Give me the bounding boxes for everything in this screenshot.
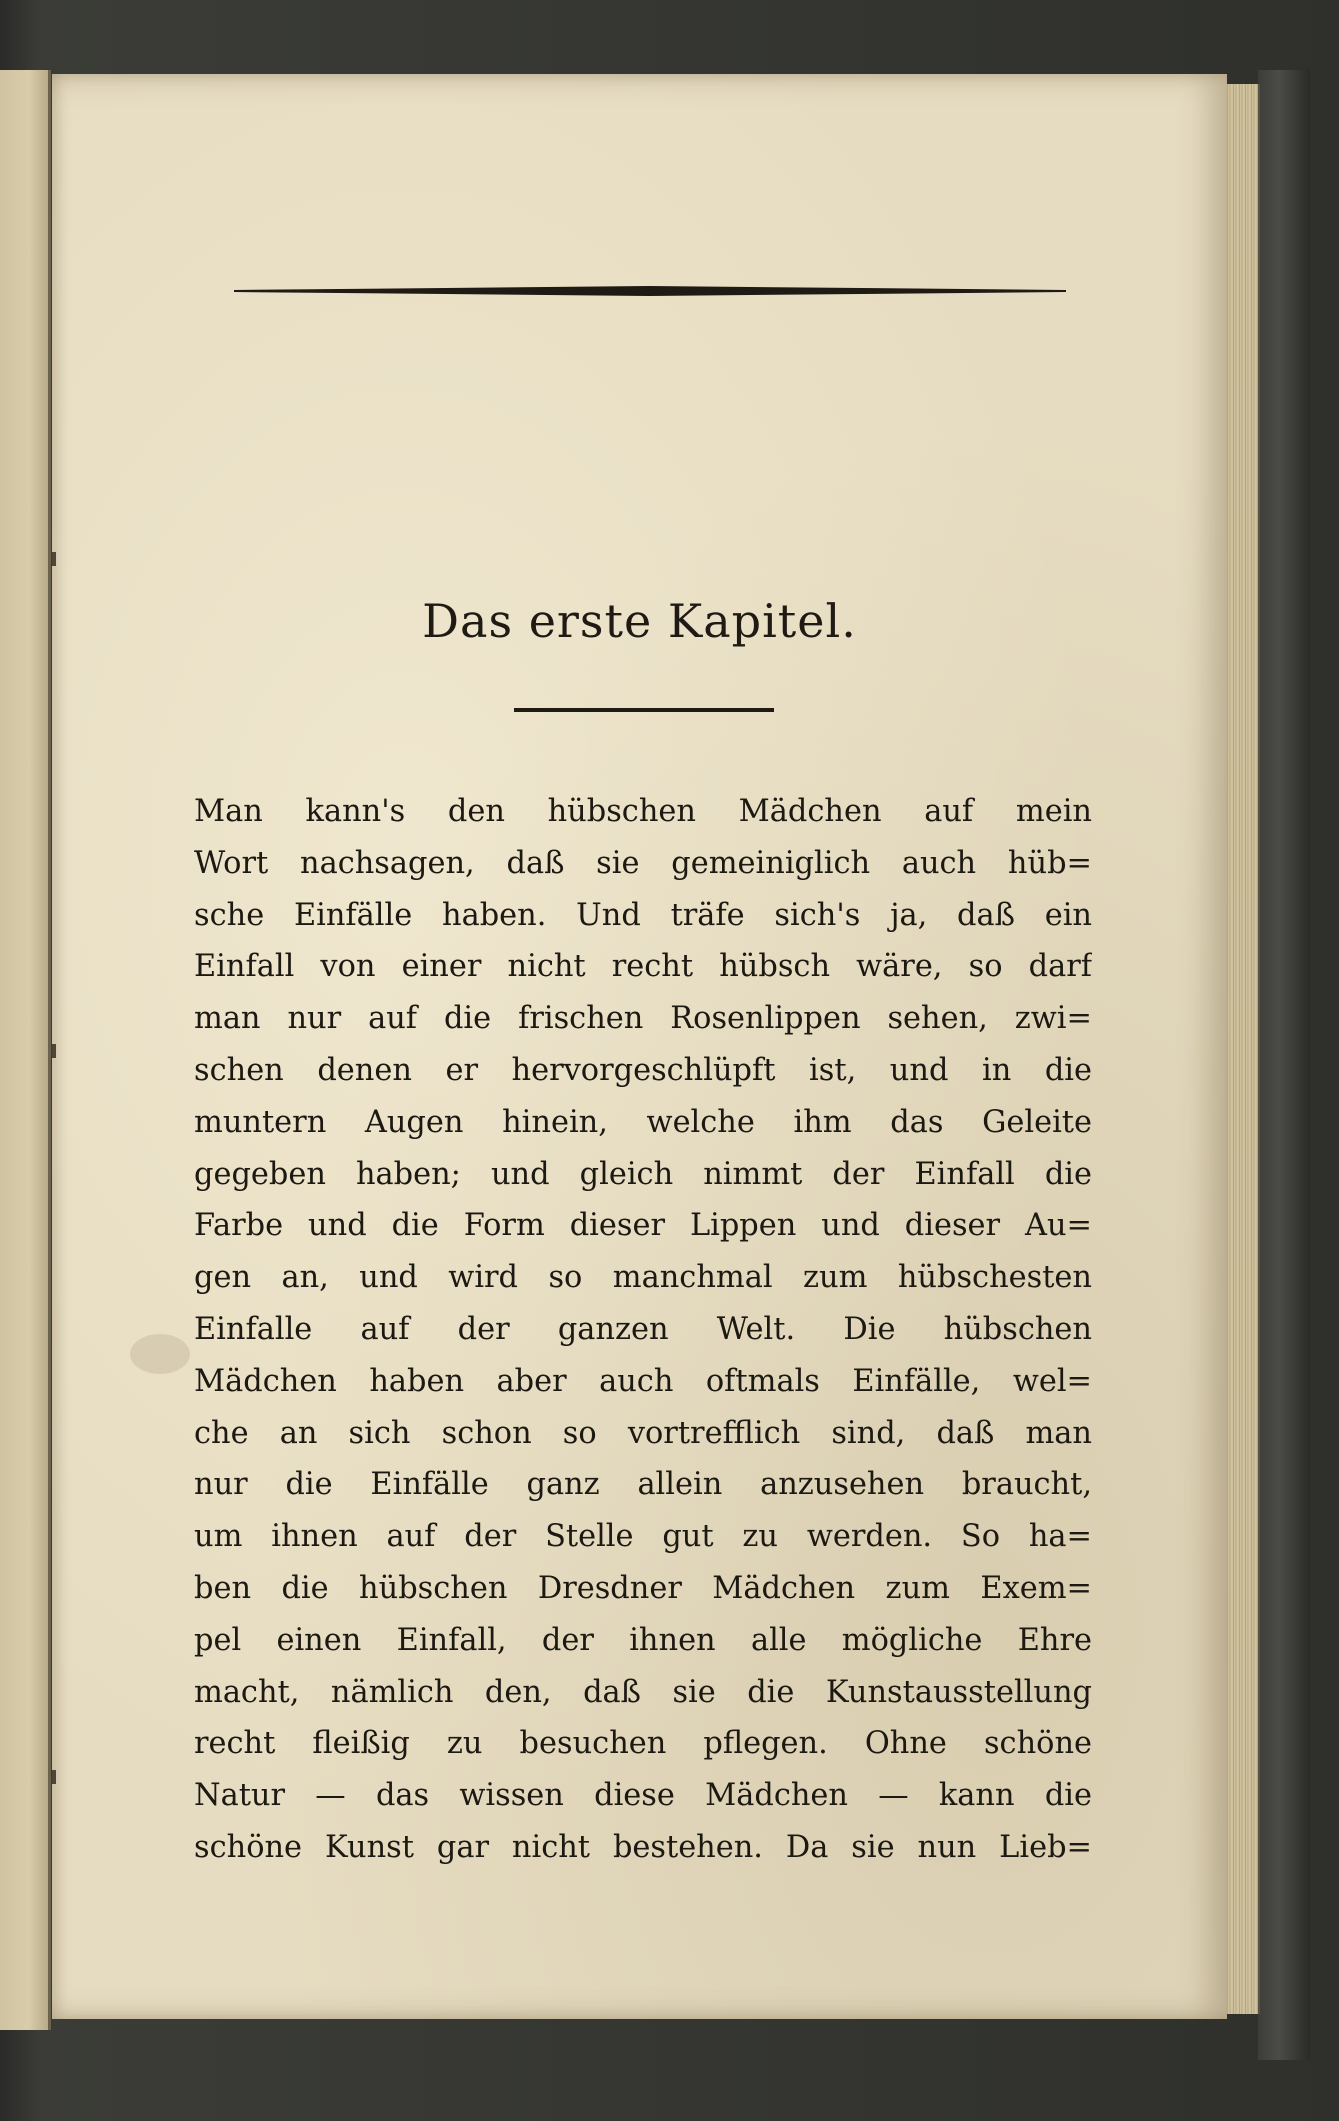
book-page xyxy=(52,74,1227,2019)
title-underline-rule xyxy=(514,708,774,712)
facing-page-edge xyxy=(0,70,51,2030)
page-block-edges xyxy=(1222,84,1260,2014)
text-line-21: schöne Kunst gar nicht bestehen. Da sie nun Lieb= xyxy=(194,1829,1092,1865)
text-line-4: Einfall von einer nicht recht hübsch wäre, so darf xyxy=(194,949,1092,985)
text-line-19: recht fleißig zu besuchen pflegen. Ohne schöne xyxy=(194,1726,1092,1762)
text-line-15: um ihnen auf der Stelle gut zu werden. So ha= xyxy=(194,1519,1092,1555)
ornamental-rule xyxy=(234,286,1066,296)
text-line-8: gegeben haben; und gleich nimmt der Einfall die xyxy=(194,1156,1092,1192)
text-line-7: muntern Augen hinein, welche ihm das Geleite xyxy=(194,1104,1092,1140)
text-line-3: sche Einfälle haben. Und träfe sich's ja, daß ein xyxy=(194,897,1092,933)
text-line-5: man nur auf die frischen Rosenlippen sehen, zwi= xyxy=(194,1001,1092,1037)
chapter-title: Das erste Kapitel. xyxy=(422,594,857,648)
margin-mark xyxy=(52,552,56,566)
text-line-12: Mädchen haben aber auch oftmals Einfälle, wel= xyxy=(194,1363,1092,1399)
book-cover-edge xyxy=(1258,70,1310,2060)
body-text xyxy=(194,786,1092,1874)
text-line-1: Man kann's den hübschen Mädchen auf mein xyxy=(194,794,1092,829)
text-line-6: schen denen er hervorgeschlüpft ist, und in die xyxy=(194,1052,1092,1088)
text-line-16: ben die hübschen Dresdner Mädchen zum Exem= xyxy=(194,1570,1092,1606)
text-line-18: macht, nämlich den, daß sie die Kunstausstellung xyxy=(194,1674,1092,1710)
text-line-13: che an sich schon so vortrefflich sind, daß man xyxy=(194,1415,1092,1451)
margin-mark xyxy=(52,1770,56,1784)
margin-mark xyxy=(52,1044,56,1058)
paper-smudge xyxy=(130,1334,190,1374)
text-line-2: Wort nachsagen, daß sie gemeiniglich auch hüb= xyxy=(194,845,1092,881)
text-line-11: Einfalle auf der ganzen Welt. Die hübschen xyxy=(194,1311,1092,1347)
text-line-14: nur die Einfälle ganz allein anzusehen braucht, xyxy=(194,1467,1092,1503)
text-line-20: Natur — das wissen diese Mädchen — kann die xyxy=(194,1778,1092,1814)
text-line-10: gen an, und wird so manchmal zum hübschesten xyxy=(194,1260,1092,1296)
text-line-17: pel einen Einfall, der ihnen alle mögliche Ehre xyxy=(194,1622,1092,1658)
text-line-9: Farbe und die Form dieser Lippen und dieser Au= xyxy=(194,1208,1092,1244)
